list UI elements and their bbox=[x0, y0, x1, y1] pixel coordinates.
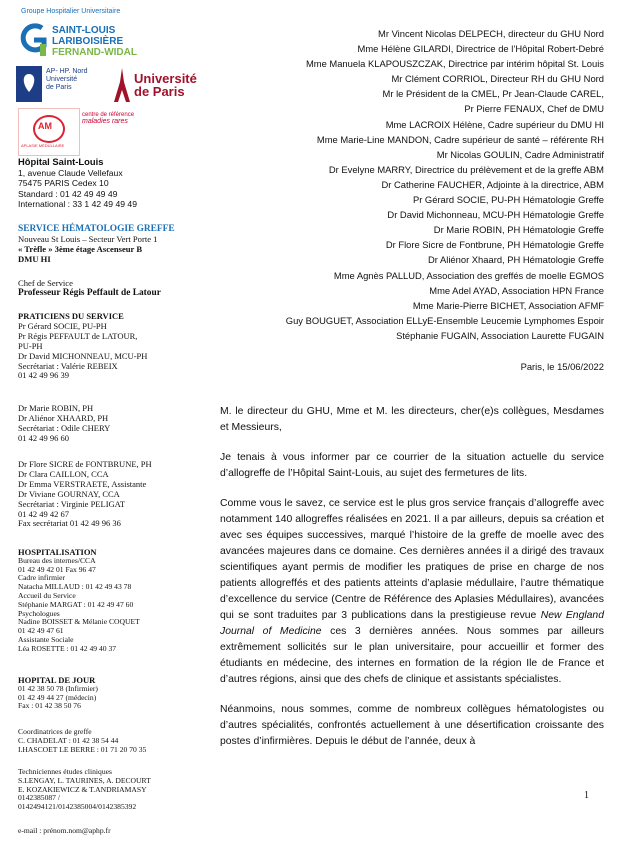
journal-title: New England Journal of Medicine bbox=[220, 610, 604, 637]
centre-reference-logo bbox=[82, 112, 142, 136]
praticien-line: Pr Gérard SOCIE, PU-PH bbox=[18, 320, 107, 331]
recipient-line: Dr Evelyne MARRY, Directrice du prélèvement et de la greffe ABM bbox=[328, 163, 604, 175]
coord-line: C. CHADELAT : 01 42 38 54 44 bbox=[18, 735, 119, 745]
recipient-line: Guy BOUGUET, Association ELLyE-Ensemble Leucemie Lymphomes Espoir bbox=[285, 314, 604, 326]
tech-line: S.LENGAY, L. TAURINES, A. DECOURT bbox=[18, 775, 151, 785]
recipient-line: Dr Catherine FAUCHER, Adjointe à la directrice, ABM bbox=[381, 178, 604, 190]
recipient-line: Mme Manuela KLAPOUSZCZAK, Directrice par intérim hôpital St. Louis bbox=[305, 58, 604, 70]
hospital-address bbox=[18, 157, 137, 210]
hospitalisation-line: Psychologues bbox=[18, 608, 60, 618]
email-line: e-mail : prénom.nom@aphp.fr bbox=[18, 826, 111, 835]
tech-line: 0142385087 / bbox=[18, 793, 60, 803]
body-paragraph: Je tenais à vous informer par ce courrier de la situation actuelle du service d’allogreffe de l’Hôpital Saint-Louis, au sujet des fermetures de lits. bbox=[220, 452, 604, 479]
hospitalisation-line: Natacha MILLAUD : 01 42 49 43 78 bbox=[18, 582, 132, 592]
international-phone: International : 33 1 42 49 49 49 bbox=[18, 199, 137, 209]
universite-label: Université de Paris bbox=[134, 71, 197, 99]
praticien-line: Dr Viviane GOURNAY, CCA bbox=[18, 488, 120, 499]
praticien-line: Dr Flore SICRE de FONTBRUNE, PH bbox=[18, 459, 152, 469]
praticiens-group-3 bbox=[18, 460, 152, 529]
praticien-line: 01 42 49 96 60 bbox=[18, 432, 69, 443]
recipient-line: Mme Agnès PALLUD, Association des greffés de moelle EGMOS bbox=[333, 269, 604, 281]
hospitalisation-block bbox=[18, 548, 140, 654]
recipient-line: Dr David Michonneau, MCU-PH Hématologie Greffe bbox=[387, 209, 604, 221]
recipient-line: Mme Adel AYAD, Association HPN France bbox=[429, 284, 604, 296]
praticien-line: Pr Régis PEFFAULT de LATOUR, bbox=[18, 330, 138, 341]
hospitalisation-line: Nadine BOISSET & Mélanie COQUET bbox=[18, 617, 140, 627]
service-line-3: DMU HI bbox=[18, 254, 51, 264]
ghu-line-1: SAINT-LOUIS bbox=[52, 25, 116, 36]
hospitalisation-line: 01 42 49 47 61 bbox=[18, 626, 64, 636]
salutation-paragraph: M. le directeur du GHU, Mme et M. les directeurs, cher(e)s collègues, Mesdames et Messieurs, bbox=[220, 406, 604, 433]
aphp-universite-logo bbox=[16, 66, 197, 104]
standard-phone: Standard : 01 42 49 49 49 bbox=[18, 188, 118, 199]
recipient-line: Dr Marie ROBIN, PH Hématologie Greffe bbox=[433, 224, 604, 236]
aplasie-sub-label: APLASIE MÉDULLAIRE bbox=[21, 143, 65, 148]
ghu-group-label: Groupe Hospitalier Universitaire bbox=[21, 8, 121, 15]
hopital-de-jour-block bbox=[18, 676, 98, 711]
aphp-label: AP- HP. Nord Université de Paris bbox=[46, 68, 88, 91]
ghu-logo bbox=[18, 8, 138, 60]
body-paragraph bbox=[220, 496, 604, 688]
body-text: Comme vous le savez, ce service est le plus gros service français d’allogreffe avec notamment 140 allogreffes réalisées en 2021. Il a par ailleurs, depuis sa création et avec ses équipes successives, marqué l’histoire de la greffe de moelle avec des avancées majeures dans ce domaine. Ces dernières années il a dirigé des travaux scientifiques ayant permis de modifier les pratiques de prise en charge de nos patients allogreffés et des patients atteints d’aplasie médullaire, l’autre thématique d’excellence du service (Centre de Référence des Aplasies Médullaires), avancées qui se sont traduites par 3 publications dans la prestigieuse revue bbox=[220, 498, 604, 621]
tech-line: 0142494121/0142385004/0142385392 bbox=[18, 802, 137, 812]
page-number: 1 bbox=[584, 790, 589, 801]
service-line-1: Nouveau St Louis – Secteur Vert Porte 1 bbox=[18, 234, 158, 244]
recipient-line: Mr Nicolas GOULIN, Cadre Administratif bbox=[436, 148, 604, 160]
recipient-line: Mme Hélène GILARDI, Directrice de l’Hôpital Robert-Debré bbox=[357, 43, 604, 55]
praticiens-block bbox=[18, 312, 147, 381]
hospitalisation-line: Léa ROSETTE : 01 42 49 40 37 bbox=[18, 643, 117, 653]
hospitalisation-line: Accueil du Service bbox=[18, 590, 76, 600]
service-line-2: « Trèfle » 3ème étage Ascenseur B bbox=[18, 244, 143, 254]
coord-line: I.HASCOET LE BERRE : 01 71 20 70 35 bbox=[18, 744, 147, 754]
praticien-line: Secrétariat : Valérie REBEIX bbox=[18, 360, 118, 371]
ghu-line-2: LARIBOISIÈRE bbox=[52, 36, 124, 47]
recipient-line: Mme LACROIX Hélène, Cadre supérieur du DMU HI bbox=[385, 118, 604, 130]
service-title: SERVICE HÉMATOLOGIE GREFFE bbox=[18, 224, 175, 234]
hdj-heading: HOPITAL DE JOUR bbox=[18, 675, 96, 685]
centre-line-1: centre de référence bbox=[82, 112, 135, 118]
body-text: ces 3 dernières années. Nous sommes par ailleurs extrêmement sollicités sur le plan universitaire, pour accueillir et former des étudiants en médecine, des internes en formation de la région Ile de France et d’autres régions, ainsi que des chefs de clinique et assistants spécialistes. bbox=[220, 626, 604, 685]
hospitalisation-heading: HOSPITALISATION bbox=[18, 547, 97, 557]
praticiens-group-2 bbox=[18, 404, 110, 444]
letter-body bbox=[220, 404, 604, 764]
praticien-line: Fax secrétariat 01 42 49 96 36 bbox=[18, 518, 121, 529]
praticien-line: Dr Aliénor XHAARD, PH bbox=[18, 412, 109, 423]
recipient-line: Dr Flore Sicre de Fontbrune, PH Hématologie Greffe bbox=[385, 239, 604, 251]
hospitalisation-line: Cadre infirmier bbox=[18, 573, 66, 583]
praticien-line: PU-PH bbox=[18, 340, 43, 351]
recipient-line: Pr Gérard SOCIE, PU-PH Hématologie Greffe bbox=[412, 194, 604, 206]
chef-block bbox=[18, 278, 161, 298]
praticien-line: 01 42 49 96 39 bbox=[18, 370, 69, 381]
address-line-1: 1, avenue Claude Vellefaux bbox=[18, 167, 123, 178]
recipients-list bbox=[286, 26, 604, 343]
hdj-line: 01 42 49 44 27 (médecin) bbox=[18, 692, 97, 702]
praticiens-heading: PRATICIENS DU SERVICE bbox=[18, 311, 124, 321]
recipient-line: Mr Clément CORRIOL, Directeur RH du GHU Nord bbox=[391, 73, 604, 85]
recipient-line: Pr Pierre FENAUX, Chef de DMU bbox=[464, 103, 604, 115]
hospital-name: Hôpital Saint-Louis bbox=[18, 156, 104, 167]
hospitalisation-line: Bureau des internes/CCA bbox=[18, 555, 96, 565]
coordinatrices-block bbox=[18, 728, 146, 754]
aplasie-medullaire-logo: AM APLASIE MÉDULLAIRE bbox=[18, 108, 80, 156]
recipient-line: Dr Aliénor Xhaard, PH Hématologie Greffe bbox=[428, 254, 604, 266]
praticien-line: Secrétariat : Odile CHERY bbox=[18, 422, 111, 433]
praticien-line: Dr Clara CAILLON, CCA bbox=[18, 468, 109, 479]
praticien-line: Dr David MICHONNEAU, MCU-PH bbox=[18, 350, 148, 361]
tech-line: Techniciennes études cliniques bbox=[18, 767, 112, 776]
recipient-line: Stéphanie FUGAIN, Association Laurette FUGAIN bbox=[396, 329, 604, 341]
praticien-line: Dr Marie ROBIN, PH bbox=[18, 403, 94, 413]
hospitalisation-line: 01 42 49 42 01 Fax 96 47 bbox=[18, 564, 96, 574]
letter-date: Paris, le 15/06/2022 bbox=[520, 361, 604, 372]
techniciennes-block bbox=[18, 768, 151, 812]
ghu-mark-icon bbox=[20, 22, 48, 58]
tech-line: E. KOZAKIEWICZ & T.ANDRIAMASY bbox=[18, 784, 147, 794]
praticien-line: Secrétariat : Virginie PELIGAT bbox=[18, 498, 126, 509]
service-block bbox=[18, 224, 175, 264]
hospitalisation-line: Stéphanie MARGAT : 01 42 49 47 60 bbox=[18, 599, 134, 609]
praticien-line: Dr Emma VERSTRAETE, Assistante bbox=[18, 478, 147, 489]
hdj-line: 01 42 38 50 78 (Infirmier) bbox=[18, 683, 98, 693]
ghu-line-3: FERNAND-WIDAL bbox=[52, 47, 137, 58]
recipient-line: Mr le Président de la CMEL, Pr Jean-Claude CAREL, bbox=[382, 88, 604, 100]
chef-name: Professeur Régis Peffault de Latour bbox=[18, 288, 161, 298]
chef-label: Chef de Service bbox=[18, 278, 73, 288]
address-line-2: 75475 PARIS Cedex 10 bbox=[18, 178, 109, 188]
aphp-logo-icon bbox=[16, 66, 42, 102]
recipient-line: Mr Vincent Nicolas DELPECH, directeur du GHU Nord bbox=[378, 28, 604, 39]
body-paragraph: Néanmoins, nous sommes, comme de nombreux collègues hématologistes ou d’autres spécialités, confrontés actuellement à une désertification croissante des postes d’infirmières. Depuis le début de l’année, deux à bbox=[220, 704, 604, 747]
coord-line: Coordinatrices de greffe bbox=[18, 727, 92, 736]
eiffel-tower-icon bbox=[112, 68, 132, 102]
recipient-line: Mme Marie-Line MANDON, Cadre supérieur de santé – référente RH bbox=[316, 133, 604, 145]
praticien-line: 01 42 49 42 67 bbox=[18, 508, 69, 519]
hdj-line: Fax : 01 42 38 50 76 bbox=[18, 701, 81, 711]
hospitalisation-line: Assistante Sociale bbox=[18, 634, 74, 644]
recipient-line: Mme Marie-Pierre BICHET, Association AFMF bbox=[412, 299, 604, 311]
centre-line-2: maladies rares bbox=[82, 118, 128, 125]
